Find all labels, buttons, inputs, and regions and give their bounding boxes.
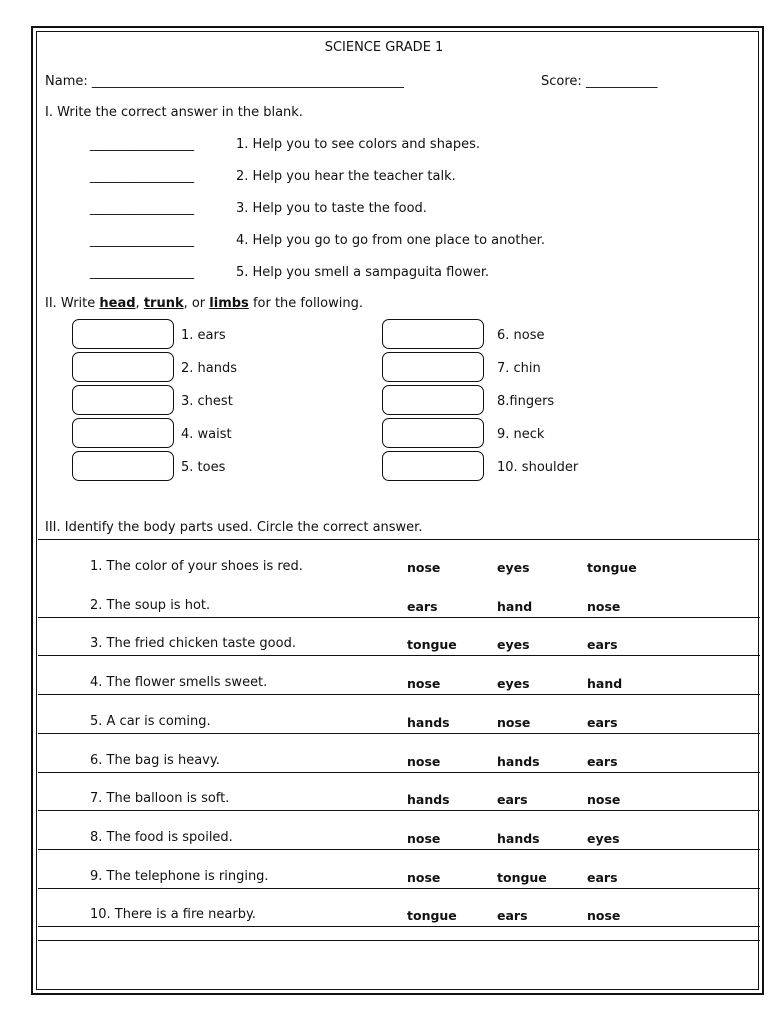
answer-box[interactable]: [72, 418, 174, 448]
answer-blank[interactable]: ________________: [90, 233, 194, 248]
answer-choice[interactable]: ears: [497, 792, 528, 807]
table-question: 5. A car is coming.: [90, 714, 211, 729]
score-label: Score:: [541, 74, 582, 89]
table-question: 8. The food is spoiled.: [90, 830, 233, 845]
answer-choice[interactable]: eyes: [497, 676, 530, 691]
part2-item: 9. neck: [497, 427, 545, 442]
answer-choice[interactable]: nose: [407, 560, 441, 575]
answer-box[interactable]: [72, 319, 174, 349]
part2-item: 3. chest: [181, 394, 233, 409]
answer-choice[interactable]: tongue: [497, 870, 547, 885]
part3-instruction: III. Identify the body parts used. Circle the correct answer.: [45, 520, 423, 535]
answer-choice[interactable]: nose: [587, 599, 621, 614]
answer-choice[interactable]: eyes: [497, 637, 530, 652]
part2-item: 6. nose: [497, 328, 545, 343]
answer-choice[interactable]: nose: [407, 870, 441, 885]
answer-choice[interactable]: hands: [407, 792, 450, 807]
part2-sep1: ,: [135, 296, 144, 311]
answer-choice[interactable]: ears: [587, 715, 618, 730]
part2-instruction-prefix: II. Write: [45, 296, 100, 311]
score-blank[interactable]: ___________: [585, 74, 658, 89]
part1-question: 1. Help you to see colors and shapes.: [236, 137, 481, 152]
table-question: 9. The telephone is ringing.: [90, 869, 269, 884]
table-rule: [38, 655, 760, 656]
table-rule: [38, 772, 760, 773]
answer-box[interactable]: [382, 451, 484, 481]
answer-blank[interactable]: ________________: [90, 169, 194, 184]
answer-box[interactable]: [72, 352, 174, 382]
answer-choice[interactable]: nose: [407, 831, 441, 846]
answer-box[interactable]: [382, 319, 484, 349]
answer-choice[interactable]: hand: [497, 599, 533, 614]
answer-choice[interactable]: nose: [407, 676, 441, 691]
table-question: 1. The color of your shoes is red.: [90, 559, 303, 574]
part2-item: 7. chin: [497, 361, 541, 376]
answer-choice[interactable]: hands: [407, 715, 450, 730]
answer-choice[interactable]: nose: [407, 754, 441, 769]
table-question: 3. The fried chicken taste good.: [90, 636, 296, 651]
table-rule: [38, 539, 760, 540]
table-question: 2. The soup is hot.: [90, 598, 211, 613]
part2-instruction-suffix: for the following.: [248, 296, 363, 311]
table-rule: [38, 617, 760, 618]
table-rule: [38, 733, 760, 734]
table-question: 7. The balloon is soft.: [90, 791, 230, 806]
part1-question: 5. Help you smell a sampaguita flower.: [236, 265, 490, 280]
part2-item: 10. shoulder: [497, 460, 579, 475]
table-rule: [38, 940, 760, 941]
answer-box[interactable]: [72, 385, 174, 415]
table-question: 4. The flower smells sweet.: [90, 675, 268, 690]
name-blank[interactable]: ________________________________________________: [91, 74, 404, 89]
answer-blank[interactable]: ________________: [90, 265, 194, 280]
table-rule: [38, 888, 760, 889]
answer-choice[interactable]: ears: [587, 637, 618, 652]
part2-item: 1. ears: [181, 328, 226, 343]
part2-item: 5. toes: [181, 460, 226, 475]
answer-box[interactable]: [382, 418, 484, 448]
name-label: Name:: [45, 74, 88, 89]
answer-box[interactable]: [382, 352, 484, 382]
answer-choice[interactable]: ears: [587, 754, 618, 769]
answer-choice[interactable]: eyes: [587, 831, 620, 846]
answer-choice[interactable]: ears: [497, 908, 528, 923]
part1-question: 2. Help you hear the teacher talk.: [236, 169, 456, 184]
table-question: 10. There is a fire nearby.: [90, 907, 256, 922]
word-head: head: [99, 296, 136, 311]
answer-choice[interactable]: hand: [587, 676, 623, 691]
part2-item: 4. waist: [181, 427, 232, 442]
part2-sep2: , or: [183, 296, 210, 311]
part1-instruction: I. Write the correct answer in the blank.: [45, 105, 303, 120]
part2-instruction: [45, 296, 363, 311]
answer-blank[interactable]: ________________: [90, 137, 194, 152]
part1-question: 3. Help you to taste the food.: [236, 201, 427, 216]
table-rule: [38, 926, 760, 927]
answer-choice[interactable]: tongue: [407, 908, 457, 923]
answer-blank[interactable]: ________________: [90, 201, 194, 216]
answer-box[interactable]: [382, 385, 484, 415]
answer-choice[interactable]: nose: [587, 908, 621, 923]
answer-choice[interactable]: hands: [497, 831, 540, 846]
answer-choice[interactable]: nose: [497, 715, 531, 730]
table-rule: [38, 810, 760, 811]
part1-question: 4. Help you go to go from one place to another.: [236, 233, 545, 248]
answer-choice[interactable]: hands: [497, 754, 540, 769]
answer-choice[interactable]: tongue: [587, 560, 637, 575]
word-limbs: limbs: [209, 296, 249, 311]
table-question: 6. The bag is heavy.: [90, 753, 220, 768]
name-line: [45, 74, 404, 89]
answer-choice[interactable]: ears: [587, 870, 618, 885]
table-rule: [38, 849, 760, 850]
word-trunk: trunk: [143, 296, 184, 311]
part2-item: 2. hands: [181, 361, 238, 376]
answer-box[interactable]: [72, 451, 174, 481]
answer-choice[interactable]: tongue: [407, 637, 457, 652]
part2-item: 8.fingers: [497, 394, 555, 409]
answer-choice[interactable]: nose: [587, 792, 621, 807]
score-line: [541, 74, 657, 89]
table-rule: [38, 694, 760, 695]
answer-choice[interactable]: eyes: [497, 560, 530, 575]
worksheet-title: SCIENCE GRADE 1: [324, 40, 444, 55]
answer-choice[interactable]: ears: [407, 599, 438, 614]
